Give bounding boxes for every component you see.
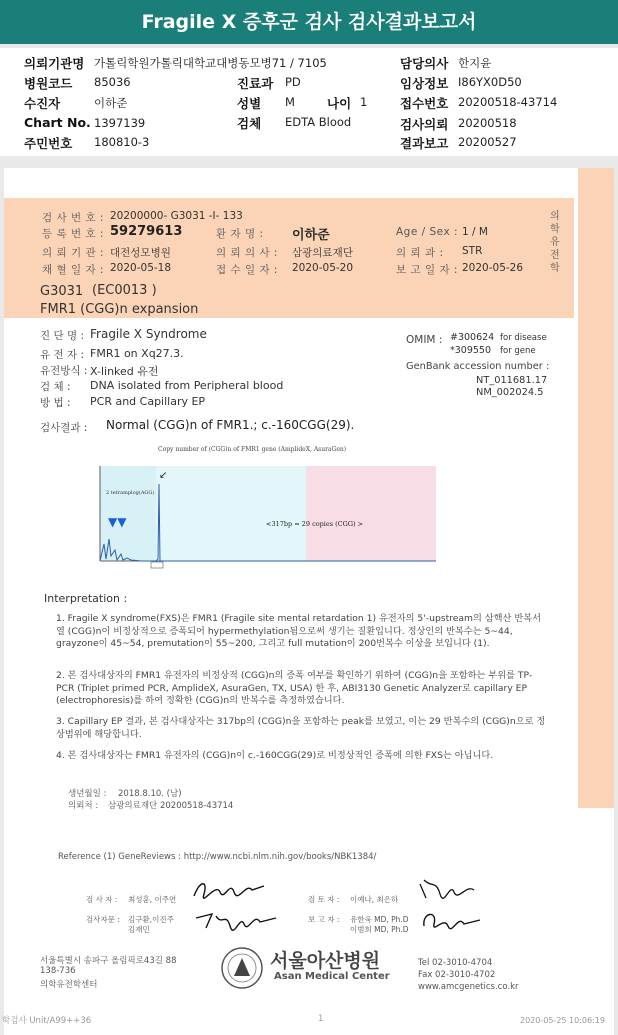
reference: Reference (1) GeneReviews : http://www.ncbi.nlm.nih.gov/books/NBK1384/ xyxy=(58,852,377,862)
omim-1-note: for disease xyxy=(500,333,547,343)
genbank-2: NM_002024.5 xyxy=(476,387,544,398)
hospital-code-value: 85036 xyxy=(94,75,131,89)
specimen-value: EDTA Blood xyxy=(285,115,352,129)
chart-no-value: 1397139 xyxy=(94,116,146,130)
tester-label: 검 사 자 : xyxy=(86,895,118,904)
request-value: 20200518 xyxy=(458,116,517,130)
genbank-1: NT_011681.17 xyxy=(476,375,548,386)
dept-value: PD xyxy=(285,75,301,89)
receipt-label: 접수번호 xyxy=(400,96,449,111)
report-date-label: 결과보고 xyxy=(400,136,449,151)
interp-2: 2. 본 검사대상자의 FMR1 유전자의 비정상적 (CGG)n의 증폭 여부를 확인하기 위하여 (CGG)n을 포함하는 부위를 TP-PCR (Triplet primed PCR, AmplideX, AsuraGen, TX, USA) 한 후, ABI3130 Genetic Analyzer로 capillary EP (electrophoresis)를 하여 정확한 (CGG)n의 반복수를 측정하였습니다. xyxy=(56,670,533,706)
reporter-signature xyxy=(418,906,488,936)
chart-no-label: Chart No. xyxy=(24,115,91,130)
req-inst-label: 의 뢰 기 관 : xyxy=(42,247,104,259)
footer-right: 2020-05-25 10:06:19 xyxy=(520,1016,605,1025)
institution-label: 의뢰기관명 xyxy=(24,56,85,71)
hospital-name-en: Asan Medical Center xyxy=(274,971,390,982)
clinical-info-label: 임상정보 xyxy=(400,76,449,91)
test-no-label: 검 사 번 호 : xyxy=(42,212,104,224)
patient-header xyxy=(0,48,618,156)
method-value: PCR and Capillary EP xyxy=(90,395,206,408)
req-inst-value: 대전성모병원 xyxy=(110,247,171,259)
ssn-value: 180810-3 xyxy=(94,135,150,149)
specimen-label: 검체 xyxy=(237,116,262,131)
address-2: 138-736 xyxy=(40,966,76,976)
doctor-label: 담당의사 xyxy=(400,56,449,71)
hospital-code-label: 병원코드 xyxy=(24,76,73,91)
test-code: G3031 xyxy=(40,284,84,299)
clinical-info-value: I86YX0D50 xyxy=(458,75,522,89)
reviewer-signature xyxy=(414,874,484,902)
tester2-label: 검사자문 : xyxy=(86,915,120,924)
patient-name-label: 환 자 명 : xyxy=(216,228,264,240)
tester2-signature xyxy=(192,906,282,932)
reporter-1: 유한욱 MD, Ph.D xyxy=(350,915,409,924)
test-code-2: (EC0013 ) xyxy=(92,283,157,298)
omim-2-note: for gene xyxy=(500,346,536,356)
report-date-value: 20200527 xyxy=(458,135,517,149)
receive-value: 2020-05-20 xyxy=(292,262,354,274)
omim-1: #300624 xyxy=(450,332,495,343)
diagnosis-value: Fragile X Syndrome xyxy=(90,327,207,341)
reporter-label: 보 고 자 : xyxy=(308,915,340,924)
report-value: 2020-05-26 xyxy=(462,262,524,274)
doctor-value: 한지윤 xyxy=(458,56,492,70)
peak-marker-box xyxy=(151,562,163,568)
footer-page: 1 xyxy=(318,1014,324,1024)
age-sex-value: 1 / M xyxy=(462,226,488,238)
dept-label: 진료과 xyxy=(237,76,274,91)
interp-3: 3. Capillary EP 결과, 본 검사대상자는 317bp의 (CGG)n을 포함하는 peak를 보였고, 이는 29 반복수의 (CGG)n으로 정상범위에 해당합니다. xyxy=(56,716,546,740)
req-dept-label: 의 뢰 과 : xyxy=(396,247,444,259)
patient-name-value: 이하준 xyxy=(292,228,330,243)
ssn-label: 주민번호 xyxy=(24,136,73,151)
peak-label: <317bp = 29 copies (CGG) > xyxy=(266,520,364,528)
sex-value: M xyxy=(285,95,295,109)
age-label: 나이 xyxy=(327,96,352,111)
chart-title: Copy number of (CGG)n of FMR1 gene (AmplideX, AsuraGen) xyxy=(158,446,347,453)
report-title: Fragile X 증후군 검사 검사결과보고서 xyxy=(0,0,618,44)
collect-label: 채 혈 일 자 : xyxy=(42,264,104,276)
arrow-marks: ▼▼ xyxy=(108,515,127,529)
req-by-label: 의뢰처 : xyxy=(68,801,99,811)
footer-left: 학검사 Unit/A99++36 xyxy=(2,1016,92,1026)
req-dept-value: STR xyxy=(462,245,483,257)
institution-value: 가톨릭학원가톨릭대학교대병동모병71 / 7105 xyxy=(94,56,327,70)
side-stripe xyxy=(578,168,614,808)
tester-value: 최성훈, 이주연 xyxy=(128,895,177,904)
gene-value: FMR1 on Xq27.3. xyxy=(90,347,184,360)
method-label: 방 법 : xyxy=(40,397,71,409)
website: www.amcgenetics.co.kr xyxy=(418,982,519,992)
tester2b-value: 김재민 xyxy=(128,925,150,934)
tel: Tel 02-3010-4704 xyxy=(418,958,493,968)
tester2-value: 김구환,이진주 xyxy=(128,915,174,924)
gene-label: 유 전 자 : xyxy=(40,349,84,361)
birth-label: 생년월일 : xyxy=(68,789,107,799)
req-doctor-value: 삼광의료재단 xyxy=(292,247,353,259)
collect-value: 2020-05-18 xyxy=(110,262,172,274)
electropherogram-chart xyxy=(96,444,442,574)
scanned-report xyxy=(4,168,614,1035)
result-value: Normal (CGG)n of FMR1.; c.-160CGG(29). xyxy=(106,418,355,432)
patient-value: 이하준 xyxy=(94,96,128,110)
age-sex-label: Age / Sex : xyxy=(396,226,459,238)
inheritance-label: 유전방식 : xyxy=(40,365,88,377)
expanded-region xyxy=(306,466,436,561)
sex-label: 성별 xyxy=(237,96,262,111)
request-label: 검사의뢰 xyxy=(400,117,449,132)
req-doctor-label: 의 뢰 의 사 : xyxy=(216,247,278,259)
fax: Fax 02-3010-4702 xyxy=(418,970,496,980)
hospital-name-kr: 서울아산병원 xyxy=(270,950,381,972)
omim-label: OMIM : xyxy=(406,334,443,346)
req-by-value: 삼광의료재단 20200518-43714 xyxy=(108,801,234,811)
left-label: 2 tetramplog(AGG) xyxy=(106,490,155,496)
receipt-value: 20200518-43714 xyxy=(458,95,558,109)
birth-value: 2018.8.10. (남) xyxy=(118,789,182,799)
reg-no-value: 59279613 xyxy=(110,224,183,239)
age-value: 1 xyxy=(360,95,368,109)
interp-4: 4. 본 검사대상자는 FMR1 유전자의 (CGG)n이 c.-160CGG(29)로 비정상적인 증폭에 의한 FXS는 아닙니다. xyxy=(56,750,494,761)
side-vertical-text: 의 학 유 전 학 xyxy=(550,211,560,274)
test-name: FMR1 (CGG)n expansion xyxy=(40,302,199,317)
inheritance-value: X-linked 유전 xyxy=(90,365,159,378)
left-region xyxy=(100,466,156,561)
sample-value: DNA isolated from Peripheral blood xyxy=(90,379,284,392)
address-1: 서울특별시 송파구 올림픽로43길 88 xyxy=(40,956,177,966)
genbank-label: GenBank accession number : xyxy=(406,361,550,372)
reviewer-value: 이예나, 최은하 xyxy=(350,895,399,904)
reporter-2: 이범희 MD, Ph.D xyxy=(350,925,409,934)
peak-arrow: ↙ xyxy=(159,470,168,481)
test-no-value: 20200000- G3031 -I- 133 xyxy=(110,210,243,222)
chart-svg xyxy=(96,444,442,574)
reg-no-label: 등 록 번 호 : xyxy=(42,228,104,240)
report-label: 보 고 일 자 : xyxy=(396,264,458,276)
interp-1: 1. Fragile X syndrome(FXS)은 FMR1 (Fragile site mental retardation 1) 유전자의 5'-upstream의 삼핵산 반복서열 (CGG)n이 비정상적으로 증폭되어 hypermethylation됨으로써 생기는 질환입니다. 정상인의 반복수는 5~44, grayzone이 45~54, premutation이 55~200, 그리고 full mutation이 200번복수 이상을 보입니다 (1). xyxy=(56,613,541,649)
sample-label: 검 체 : xyxy=(40,381,71,393)
diagnosis-label: 진 단 명 : xyxy=(40,330,84,342)
receive-label: 접 수 일 자 : xyxy=(216,264,278,276)
tester-signature xyxy=(190,876,270,904)
address-3: 의학유전학센터 xyxy=(40,980,98,990)
patient-label: 수진자 xyxy=(24,96,61,111)
reviewer-label: 검 토 자 : xyxy=(308,895,340,904)
hospital-logo xyxy=(220,946,264,990)
result-label: 검사결과 : xyxy=(40,422,88,434)
normal-region xyxy=(156,466,306,561)
interp-title: Interpretation : xyxy=(44,592,128,605)
omim-2: *309550 xyxy=(450,345,492,356)
